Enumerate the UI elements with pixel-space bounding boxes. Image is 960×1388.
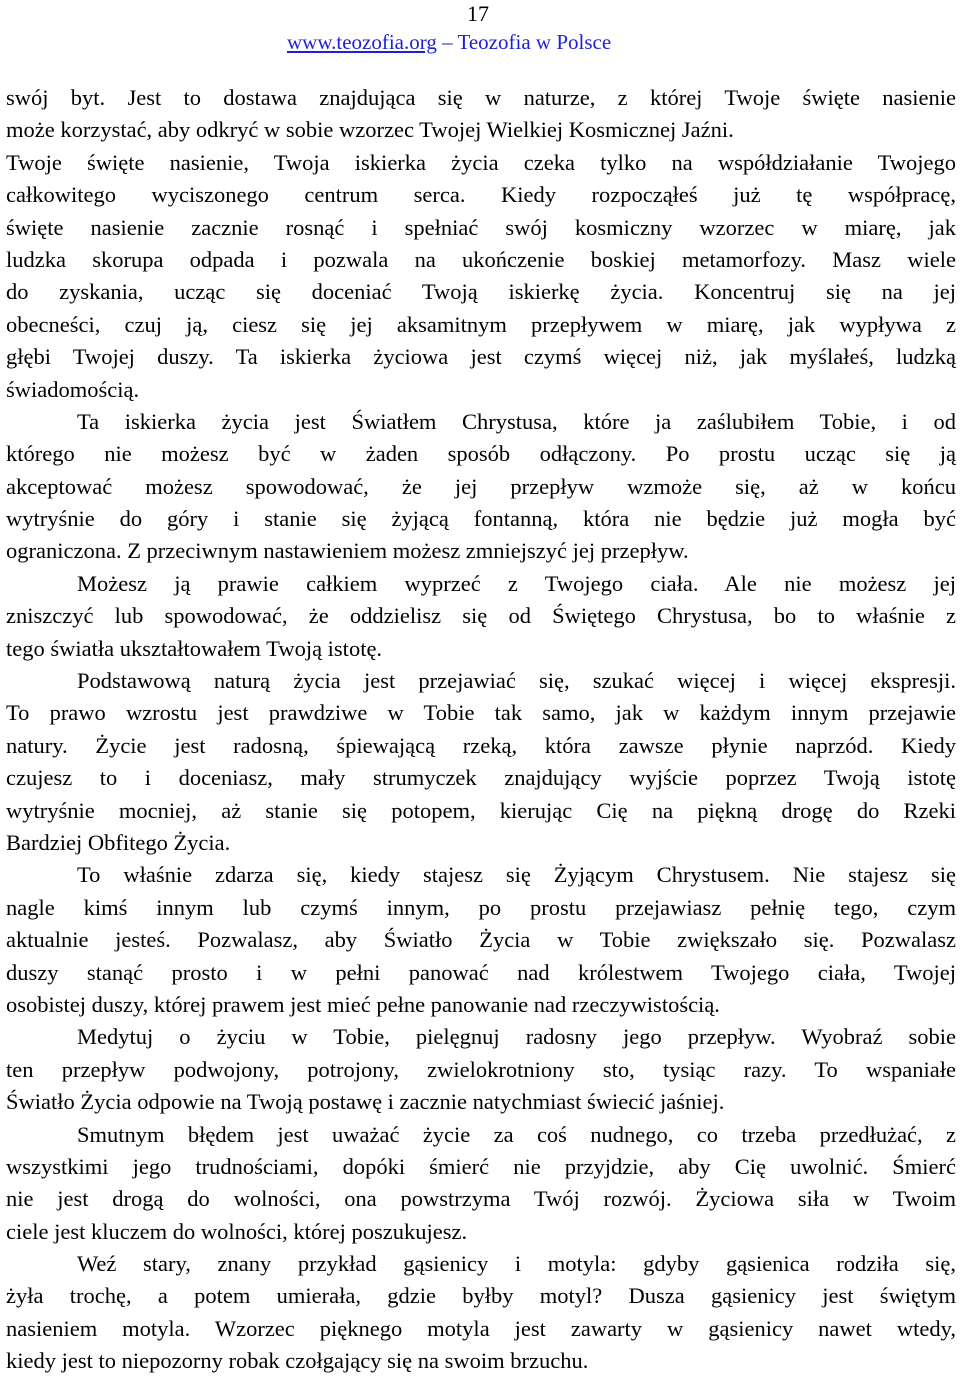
text-line: święte nasienie zacznie rosnąć i spełniać swój kosmiczny wzorzec w miarę, jak: [6, 214, 956, 240]
text-line: głębi Twojej duszy. Ta iskierka życiowa jest czymś więcej niż, jak myślałeś, ludzką: [6, 344, 956, 370]
text-line: wytryśnie do góry i stanie się żyjącą fontanną, która nie będzie już mogła być: [6, 506, 956, 532]
text-line: do zyskania, ucząc się doceniać Twoją iskierkę życia. Koncentruj się na jej: [6, 279, 956, 305]
text-line: ludzka skorupa odpada i pozwala na ukończenie boskiej metamorfozy. Masz wiele: [6, 246, 956, 272]
text-line: ograniczona. Z przeciwnym nastawieniem możesz zmniejszyć jej przepływ.: [6, 538, 689, 564]
text-line: osobistej duszy, której prawem jest mieć pełne panowanie nad rzeczywistością.: [6, 991, 720, 1017]
text-line: duszy stanąć prosto i w pełni panować nad królestwem Twojego ciała, Twojej: [6, 959, 956, 985]
text-line: Smutnym błędem jest uważać życie za coś nudnego, co trzeba przedłużać, z: [77, 1121, 956, 1147]
text-line: świadomością.: [6, 376, 140, 402]
text-line: Podstawową naturą życia jest przejawiać się, szukać więcej i więcej ekspresji.: [77, 668, 956, 694]
body-text: [6, 82, 956, 1378]
text-line: ciele jest kluczem do wolności, której poszukujesz.: [6, 1218, 468, 1244]
text-line: Medytuj o życiu w Tobie, pielęgnuj radosny jego przepływ. Wyobraź sobie: [77, 1024, 956, 1050]
text-line: nasieniem motyla. Wzorzec pięknego motyla jest zawarty w gąsienicy nawet wtedy,: [6, 1315, 956, 1341]
text-line: obecneści, czuj ją, ciesz się jej aksamitnym przepływem w miarę, jak wypływa z: [6, 311, 956, 337]
text-line: żyła trochę, a potem umierała, gdzie byłby motyl? Dusza gąsienicy jest świętym: [6, 1283, 956, 1309]
text-line: którego nie możesz być w żaden sposób odłączony. Po prostu ucząc się ją: [6, 441, 956, 467]
text-line: Bardziej Obfitego Życia.: [6, 829, 231, 855]
text-line: całkowitego wyciszonego centrum serca. Kiedy rozpocząłeś już tę współpracę,: [6, 182, 956, 208]
text-line: To prawo wzrostu jest prawdziwe w Tobie tak samo, jak w każdym innym przejawie: [6, 700, 956, 726]
text-line: nie jest drogą do wolności, ona powstrzyma Twój rozwój. Życiowa siła w Twoim: [6, 1186, 956, 1212]
page-number: 17: [467, 1, 489, 26]
text-line: może korzystać, aby odkryć w sobie wzorzec Twojej Wielkiej Kosmicznej Jaźni.: [6, 117, 734, 143]
text-line: natury. Życie jest radosną, śpiewającą rzeką, która zawsze płynie naprzód. Kiedy: [6, 732, 956, 758]
text-line: To właśnie zdarza się, kiedy stajesz się Żyjącym Chrystusem. Nie stajesz się: [77, 862, 956, 888]
text-line: Światło Życia odpowie na Twoją postawę i zacznie natychmiast świecić jaśniej.: [6, 1089, 725, 1115]
text-line: Twoje święte nasienie, Twoja iskierka życia czeka tylko na współdziałanie Twojego: [6, 149, 956, 175]
text-line: nagle kimś innym lub czymś innym, po prostu przejawiasz pełnię tego, czym: [6, 894, 956, 920]
text-line: wszystkimi jego trudnościami, dopóki śmierć nie przyjdzie, aby Cię uwolnić. Śmierć: [6, 1153, 956, 1179]
text-line: kiedy jest to niepozorny robak czołgający się na swoim brzuchu.: [6, 1348, 589, 1374]
site-header-line: [287, 30, 611, 54]
text-line: akceptować możesz spowodować, że jej przepływ wzmoże się, aż w końcu: [6, 473, 956, 499]
text-line: aktualnie jesteś. Pozwalasz, aby Światło Życia w Tobie zwiększało się. Pozwalasz: [6, 927, 956, 953]
text-line: swój byt. Jest to dostawa znajdująca się w naturze, z której Twoje święte nasienie: [6, 85, 956, 110]
site-title: – Teozofia w Polsce: [436, 30, 612, 54]
site-link[interactable]: www.teozofia.org: [287, 30, 437, 54]
page-header: [0, 0, 960, 58]
text-line: ten przepływ podwojony, potrojony, zwielokrotniony sto, tysiąc razy. To wspaniałe: [6, 1056, 956, 1082]
text-line: wytryśnie mocniej, aż stanie się potopem, kierując Cię na piękną drogę do Rzeki: [6, 797, 956, 823]
text-line: Ta iskierka życia jest Światłem Chrystusa, które ja zaślubiłem Tobie, i od: [77, 408, 956, 434]
text-line: Możesz ją prawie całkiem wyprzeć z Twojego ciała. Ale nie możesz jej: [77, 570, 956, 596]
text-line: tego światła ukształtowałem Twoją istotę.: [6, 635, 383, 661]
text-line: zniszczyć lub spowodować, że oddzielisz się od Świętego Chrystusa, bo to właśnie z: [6, 603, 956, 629]
text-line: czujesz to i doceniasz, mały strumyczek znajdujący wyjście poprzez Twoją istotę: [6, 765, 956, 791]
text-line: Weź stary, znany przykład gąsienicy i motyla: gdyby gąsienica rodziła się,: [77, 1251, 956, 1277]
